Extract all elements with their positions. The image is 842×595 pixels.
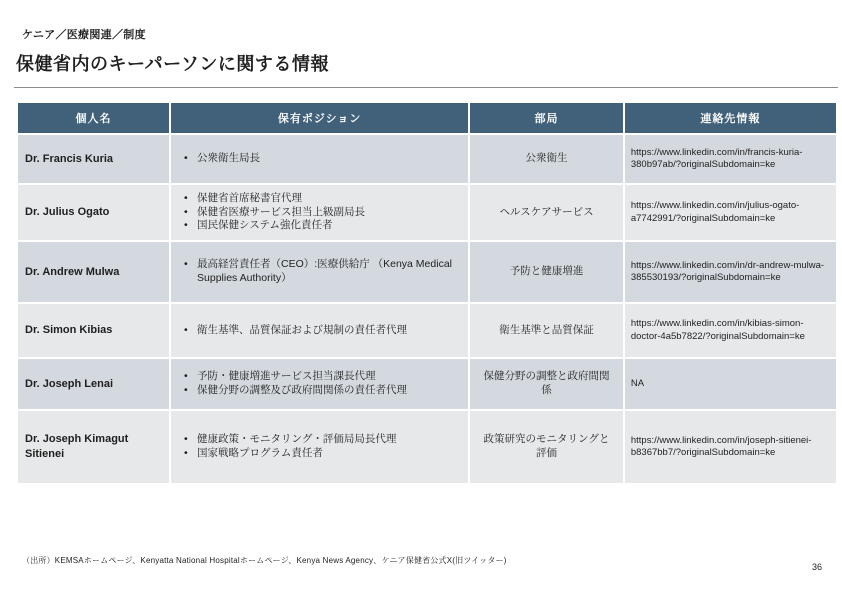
table-row — [18, 135, 836, 183]
contact-cell — [625, 359, 836, 409]
contact-url: https://www.linkedin.com/in/francis-kuria-380b97ab/?originalSubdomain=ke — [630, 146, 803, 170]
department-cell — [470, 359, 623, 409]
name-cell — [18, 411, 169, 483]
department-cell — [470, 135, 623, 183]
position-item: • 衛生基準、品質保証および規制の責任者代理 — [183, 324, 464, 338]
column-header-contact: 連絡先情報 — [625, 103, 836, 133]
title-divider — [14, 87, 838, 88]
person-name: Dr. Joseph Kimagut Sitienei — [25, 433, 129, 460]
positions-cell — [171, 359, 468, 409]
department-label: 政策研究のモニタリングと評価 — [483, 433, 610, 459]
column-header-department: 部局 — [470, 103, 623, 133]
person-name: Dr. Francis Kuria — [25, 152, 114, 165]
table-row — [18, 359, 836, 409]
position-item: • 最高経営責任者（CEO）:医療供給庁 （Kenya Medical Supplies Authority） — [183, 258, 464, 286]
positions-list — [183, 258, 464, 286]
department-cell — [470, 411, 623, 483]
source-note: （出所）KEMSAホームページ、Kenyatta National Hospitalホームページ、Kenya News Agency、ケニア保健省公式X(旧ツイッター) — [22, 556, 507, 565]
contact-cell — [625, 411, 836, 483]
department-label: 衛生基準と品質保証 — [499, 323, 594, 336]
department-label: 予防と健康増進 — [509, 265, 584, 278]
column-header-position: 保有ポジション — [171, 103, 468, 133]
contact-url: https://www.linkedin.com/in/julius-ogato-a7742991/?originalSubdomain=ke — [630, 200, 800, 224]
column-header-name: 個人名 — [18, 103, 169, 133]
contact-cell — [625, 304, 836, 357]
table-row — [18, 242, 836, 302]
contact-url: https://www.linkedin.com/in/dr-andrew-mulwa-385530193/?originalSubdomain=ke — [630, 259, 825, 283]
department-cell — [470, 304, 623, 357]
position-item: • 国家戦略プログラム責任者 — [183, 447, 464, 461]
positions-cell — [171, 304, 468, 357]
header-row — [18, 103, 836, 133]
positions-cell — [171, 185, 468, 240]
person-name: Dr. Andrew Mulwa — [25, 265, 120, 278]
position-item: • 保健省首席秘書官代理 — [183, 192, 464, 206]
contact-url: https://www.linkedin.com/in/joseph-sitienei-b8367bb7/?originalSubdomain=ke — [630, 434, 812, 458]
name-cell — [18, 135, 169, 183]
positions-list — [183, 324, 464, 338]
positions-list — [183, 370, 464, 398]
department-cell — [470, 242, 623, 302]
positions-list — [183, 192, 464, 234]
positions-cell — [171, 411, 468, 483]
table-header — [18, 103, 836, 133]
contact-cell — [625, 135, 836, 183]
name-cell — [18, 185, 169, 240]
person-name: Dr. Julius Ogato — [25, 206, 110, 219]
position-item: • 健康政策・モニタリング・評価局局長代理 — [183, 433, 464, 447]
contact-cell — [625, 242, 836, 302]
position-item: • 保健省医療サービス担当上級副局長 — [183, 206, 464, 220]
page-number: 36 — [811, 562, 822, 572]
name-cell — [18, 242, 169, 302]
key-persons-table-wrap — [16, 101, 840, 485]
positions-list — [183, 433, 464, 461]
department-label: ヘルスケアサービス — [499, 205, 594, 218]
positions-cell — [171, 135, 468, 183]
department-label: 保健分野の調整と政府間関係 — [483, 370, 610, 396]
position-item: • 保健分野の調整及び政府間関係の責任者代理 — [183, 384, 464, 398]
contact-url: https://www.linkedin.com/in/kibias-simon-doctor-4a5b7822/?originalSubdomain=ke — [630, 318, 805, 342]
key-persons-table — [16, 101, 838, 485]
table-row — [18, 304, 836, 357]
table-row — [18, 411, 836, 483]
table-row — [18, 185, 836, 240]
contact-url: NA — [630, 377, 645, 389]
position-item: • 予防・健康増進サービス担当課長代理 — [183, 370, 464, 384]
person-name: Dr. Simon Kibias — [25, 324, 113, 337]
name-cell — [18, 304, 169, 357]
page-eyebrow: ケニア／医療関連／制度 — [22, 29, 146, 41]
table-body — [18, 135, 836, 483]
department-cell — [470, 185, 623, 240]
page-title: 保健省内のキーパーソンに関する情報 — [16, 54, 329, 74]
positions-list — [183, 152, 464, 166]
positions-cell — [171, 242, 468, 302]
person-name: Dr. Joseph Lenai — [25, 377, 114, 390]
department-label: 公衆衛生 — [525, 152, 568, 165]
name-cell — [18, 359, 169, 409]
position-item: • 国民保健システム強化責任者 — [183, 219, 464, 233]
contact-cell — [625, 185, 836, 240]
position-item: • 公衆衛生局長 — [183, 152, 464, 166]
